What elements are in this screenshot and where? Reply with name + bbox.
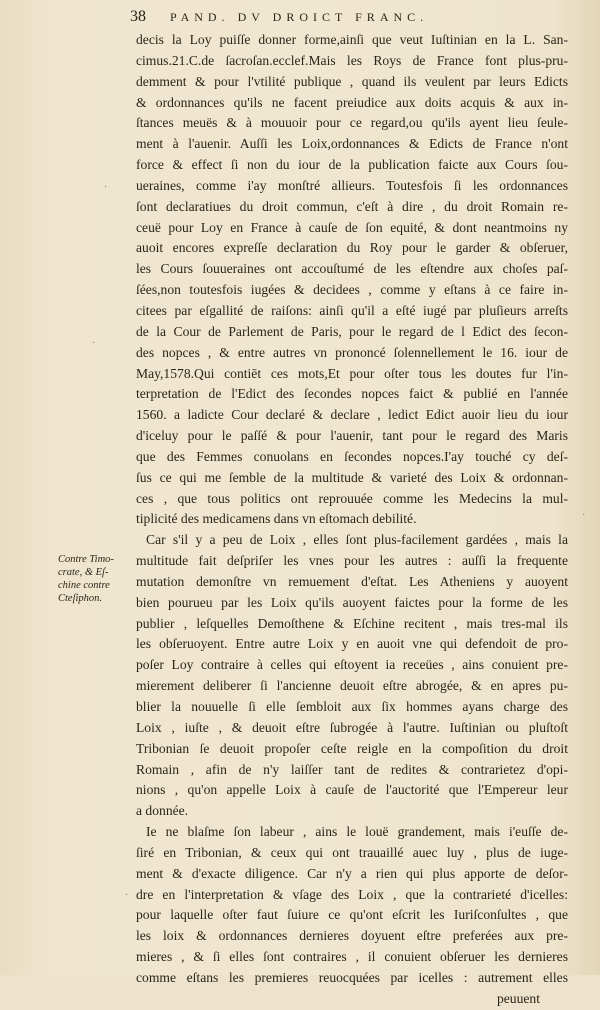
text-line: decis la Loy puiſſe donner forme,ainſi que veut Iuſtinian en la L. San- (136, 32, 568, 47)
text-line: ſiré en Tribonian, & ceux qui ont trauaillé auec luy , plus de iuge- (136, 844, 568, 860)
text-line: terpretation de l'Edict des ſecondes nopces faict & publié en l'année (136, 386, 568, 402)
text-line: les loix & ordonnances dernieres doyuent eſtre preferées aux pre- (136, 928, 568, 944)
paper-speck: · (125, 890, 129, 901)
paragraph-start-line: Ie ne blaſme ſon labeur , ains le louë grandement, mais i'euſſe de- (146, 824, 568, 840)
text-line: ſées,non toutesfois iugées & decidees , comme y eſtans à ce faire in- (136, 282, 568, 298)
text-line: bien pourueu par les Loix qu'ils auoyent faictes pour la forme de les (136, 594, 568, 610)
text-line: ment à l'auenir. Auſſi les Loix,ordonnances & Edicts de France n'ont (136, 136, 568, 152)
margin-note-line: chine contre (58, 580, 110, 591)
text-line: Romain , afin de n'y laiſſer tant de redites & contrarietez d'opi- (136, 761, 568, 777)
margin-note-line: Contre Timo- (58, 554, 114, 565)
paper-speck: · (582, 510, 586, 521)
text-line: ſtances meuës & à mouuoir pour ce regard,ou qu'ils ayent lieu ſeule- (136, 115, 568, 131)
paper-speck: · (104, 182, 108, 193)
page-number: 38 (130, 8, 146, 25)
text-line: citees par eſgallité de raiſons: ainſi qu'il a eſté iugé par pluſieurs arreſts (136, 302, 568, 318)
text-line: & ordonnances qu'ils ne facent preiudice aux doits acquis & aux in- (136, 94, 568, 110)
text-line: Tribonian ſe deuoit propoſer ceſte reigle en la compoſition du droit (136, 740, 568, 756)
text-line: auoit encores expreſſe declaration du Roy pour le garder & obſeruer, (136, 240, 568, 256)
text-line: poſer Loy contraire à celles qui eſtoyent ia receües , ains conuient pre- (136, 657, 568, 673)
text-line: comme eſtans les premieres reuocquées par icelles : autrement elles (136, 969, 568, 985)
text-line: May,1578.Qui contiēt ces mots,Et pour oſter tous les doutes fur l'in- (136, 365, 568, 381)
text-line: ſus ce qui me ſemble de la multitude & varieté des Loix & ordonnan- (136, 469, 568, 485)
catchword: peuuent (496, 990, 540, 1006)
text-line: Loix , iuſte , & deuoit eſtre ſubrogée à l'autre. Iuſtinian ou pluſtoſt (136, 719, 568, 735)
text-line: a donnée. (136, 803, 189, 819)
text-line: 1560. a ladicte Cour declaré & declare , ledict Edict auoir lieu du iour (136, 407, 568, 423)
text-line: ces , que tous politics ont reprouuée comme les Medecins la mul- (136, 490, 568, 506)
text-line: ueraines, comme i'ay monſtré allieurs. Toutesfois ſi les ordonnances (136, 177, 568, 193)
text-line: les Cours ſouueraines ont accouſtumé de les eſtendre aux choſes paſ- (136, 261, 568, 277)
paragraph-start-line: Car s'il y a peu de Loix , elles ſont plus-facilement gardées , mais la (146, 532, 568, 548)
text-line: d'iceluy pour le paſſé & pour l'auenir, tant pour le regard des Maris (136, 428, 568, 444)
text-line: cimus.21.C.de ſacroſan.ecclef.Mais les Roys de France font plus-pru- (136, 52, 568, 68)
text-line: que des Femmes conuolans en ſecondes nopces.I'ay touché cy deſ- (136, 448, 568, 464)
text-line: tiplicité des medicamens dans vn eſtomach debilité. (136, 511, 417, 527)
text-line: demment & pour l'vtilité publique , quand ils veulent par leurs Edicts (136, 73, 568, 89)
text-line: ceuë pour Loy en France à cauſe de ſon equité, & dont neantmoins ny (136, 219, 568, 235)
page-header (130, 8, 570, 30)
text-line: les obſeruoyent. Entre autre Loix y en auoit vne qui defendoit de pro- (136, 636, 568, 652)
margin-note-line: crate, & Eſ- (58, 567, 109, 578)
text-line: nions , qu'on appelle Loix à cauſe de l'auctorité que l'Empereur leur (136, 782, 568, 798)
text-line: publier , leſquelles Demoſthene & Eſchine recitent , mais tres-mal ils (136, 615, 568, 631)
text-line: force & effect ſi non du iour de la publication faicte aux Cours ſou- (136, 157, 568, 173)
text-line: de la Cour de Parlement de Paris, pour le regard de l Edict des ſecon- (136, 323, 568, 339)
text-line: mieres , & ſi elles ſont contraires , il conuient obſeruer les dernieres (136, 949, 568, 965)
text-line: mutation demonſtre vn remuement d'eſtat. Les Atheniens y auoyent (136, 573, 568, 589)
text-line: mierement deliberer ſi l'ancienne deuoit eſtre abrogée, & en apres pu- (136, 678, 568, 694)
margin-note-line: Cteſiphon. (58, 593, 103, 604)
text-line: ment & d'exacte diligence. Car n'y a rien qui plus apporte de deſor- (136, 865, 568, 881)
running-title: PAND. DV DROICT FRANC. (170, 10, 429, 24)
margin-note (58, 553, 136, 605)
paper-speck: · (92, 338, 96, 349)
text-line: ſont declaratiues du droit commun, c'eſt à dire , du droit Romain re- (136, 198, 568, 214)
body-text (136, 30, 568, 1010)
text-line: blier la nouuelle ſi elle ſembloit aux ſix hommes ayans charge des (136, 699, 568, 714)
text-line: dre en l'interpretation & vſage des Loix , que la contrarieté d'icelles: (136, 886, 568, 902)
text-line: des nopces , & entre autres vn prononcé ſolennellement le 16. iour de (136, 344, 568, 360)
text-line: multitude fait deſpriſer les vnes pour les autres : auſſi la frequente (136, 553, 568, 569)
text-line: pour laquelle oſter faut ſuiure ce qu'ont eſcrit les Iuriſconſultes , que (136, 907, 568, 923)
